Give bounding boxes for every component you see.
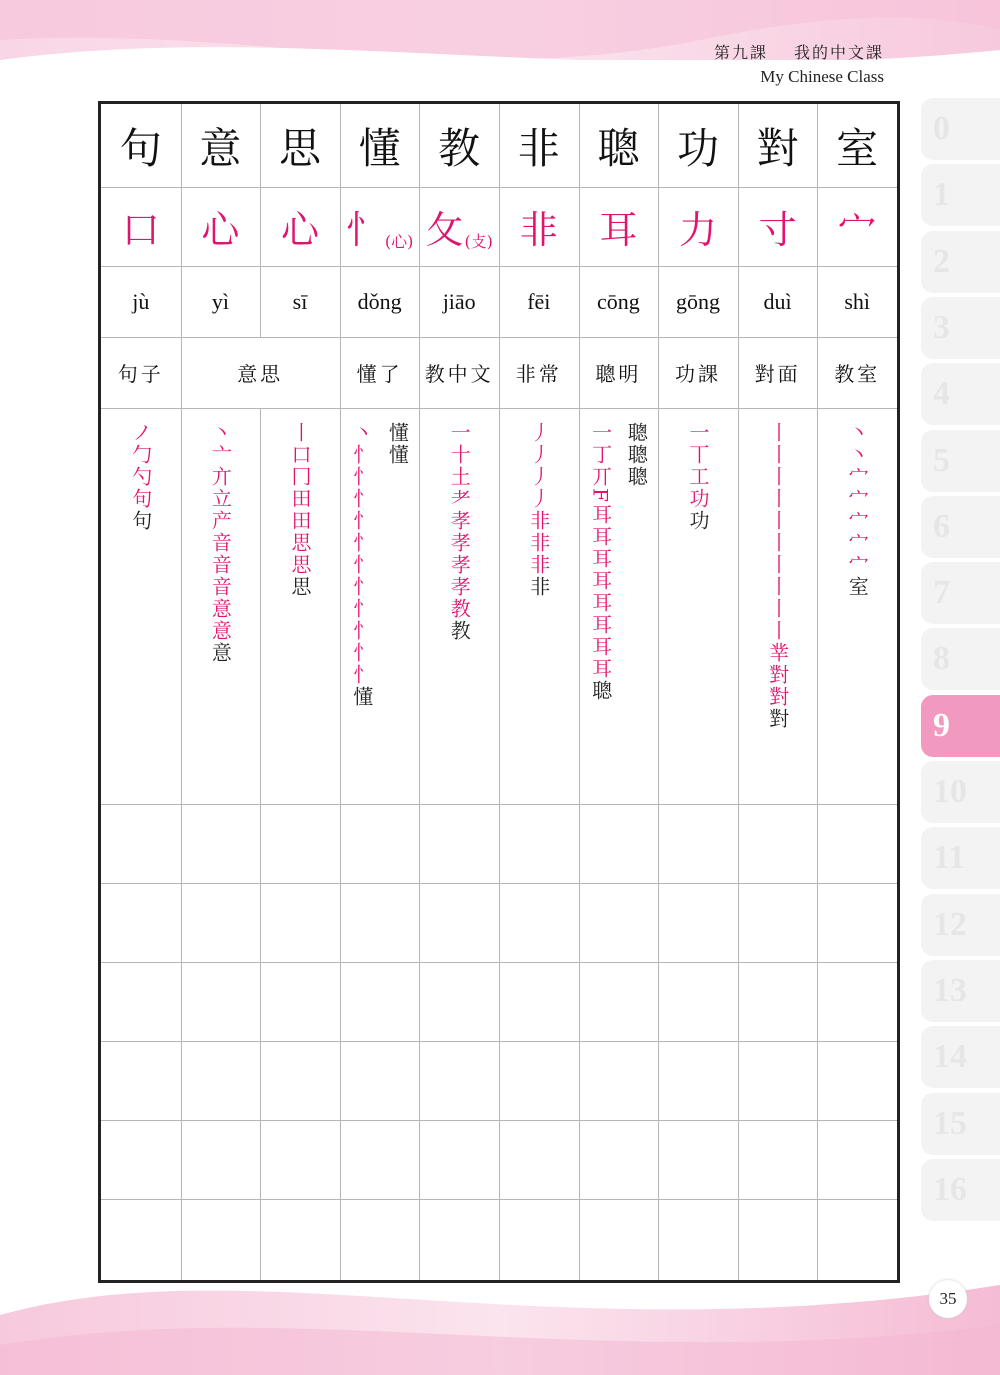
- stroke-step: 亠: [208, 444, 233, 466]
- character-cell: 室: [836, 123, 879, 173]
- stroke-step: 丁: [588, 444, 613, 466]
- stroke-step: 對: [765, 664, 790, 686]
- character-cell: 教: [438, 123, 481, 173]
- lesson-tab-2[interactable]: 2: [921, 231, 1000, 293]
- pinyin-cell: fēi: [527, 288, 551, 314]
- stroke-sequence: [385, 422, 409, 708]
- stroke-step: 聰: [624, 422, 649, 444]
- stroke-step: 宀: [845, 466, 870, 488]
- stroke-step: 耳: [588, 635, 613, 658]
- stroke-step: 音: [208, 532, 233, 554]
- grid-row-line: [101, 883, 897, 884]
- stroke-step: 室: [845, 576, 870, 598]
- stroke-step: 意: [208, 642, 233, 664]
- stroke-step: 耳: [588, 503, 613, 526]
- stroke-step: 忄: [349, 510, 374, 532]
- stroke-order: [589, 422, 649, 702]
- lesson-tab-3[interactable]: 3: [921, 297, 1000, 359]
- stroke-step: 非: [526, 554, 551, 576]
- stroke-step: 忄: [349, 554, 374, 576]
- stroke-sequence: [686, 422, 710, 532]
- stroke-order: [668, 422, 728, 532]
- stroke-step: 意: [208, 598, 233, 620]
- radical-cell: 耳: [599, 208, 638, 252]
- character-cell: 非: [517, 123, 560, 173]
- stroke-step: 功: [685, 488, 710, 510]
- grid-row-line: [101, 408, 897, 409]
- page-number: 35: [929, 1280, 967, 1318]
- stroke-sequence: [766, 422, 790, 730]
- radical-note: (攴): [464, 232, 493, 251]
- stroke-sequence: [589, 422, 613, 702]
- pinyin-cell: sī: [292, 288, 308, 314]
- stroke-sequence: [129, 422, 153, 532]
- stroke-step: 宀: [845, 532, 870, 554]
- grid-row-line: [101, 1041, 897, 1042]
- grid-row-line: [101, 1120, 897, 1121]
- stroke-step: 一: [447, 422, 472, 444]
- pinyin-cell: dǒng: [357, 288, 402, 314]
- stroke-step: 孝: [447, 554, 472, 576]
- stroke-step: 耳: [588, 547, 613, 570]
- pinyin-cell: cōng: [597, 288, 640, 314]
- stroke-order: [111, 422, 171, 532]
- stroke-step: 丶: [845, 422, 870, 444]
- stroke-step: 立: [208, 488, 233, 510]
- stroke-step: 丶: [208, 422, 233, 444]
- lesson-title-en: My Chinese Class: [760, 67, 884, 86]
- stroke-step: 耂: [447, 488, 472, 510]
- pinyin-cell: duì: [763, 288, 792, 314]
- radical-cell: 心: [280, 208, 319, 252]
- radical-cell: 忄 (心): [345, 208, 414, 252]
- word-cell: 聰明: [595, 362, 642, 386]
- stroke-step: 耳: [588, 525, 613, 548]
- stroke-step: 耳: [588, 613, 613, 636]
- stroke-step: 丨: [765, 444, 790, 466]
- stroke-step: 耳: [588, 657, 613, 680]
- stroke-step: 土: [447, 466, 472, 488]
- stroke-step: 忄: [349, 664, 374, 686]
- word-cell: 非常: [515, 362, 562, 386]
- stroke-sequence: [288, 422, 312, 598]
- stroke-step: 孝: [447, 532, 472, 554]
- stroke-step: 冂: [287, 466, 312, 488]
- stroke-step: 聰: [624, 444, 649, 466]
- lesson-number: 第九課: [713, 43, 768, 62]
- stroke-step: 非: [526, 510, 551, 532]
- stroke-step: 丵: [765, 642, 790, 664]
- stroke-step: 丌: [588, 466, 613, 488]
- page-header: [714, 40, 884, 87]
- stroke-order: [748, 422, 808, 730]
- stroke-sequence: [350, 422, 374, 708]
- stroke-sequence: [527, 422, 551, 598]
- radical-cell: 非: [519, 208, 558, 252]
- stroke-step: 忄: [349, 642, 374, 664]
- stroke-step: F: [588, 488, 613, 504]
- stroke-step: 一: [685, 422, 710, 444]
- stroke-order: [191, 422, 251, 664]
- lesson-tab-9[interactable]: 9: [921, 695, 1000, 757]
- stroke-step: 音: [208, 576, 233, 598]
- lesson-tab-15[interactable]: 15: [921, 1093, 1000, 1155]
- lesson-tab-6[interactable]: 6: [921, 496, 1000, 558]
- stroke-step: 勺: [128, 466, 153, 488]
- stroke-step: 聰: [624, 466, 649, 488]
- word-cell: 教中文: [424, 362, 494, 386]
- stroke-order: [429, 422, 489, 642]
- stroke-sequence: [447, 422, 471, 642]
- stroke-step: 孝: [447, 510, 472, 532]
- lesson-tab-0[interactable]: 0: [921, 98, 1000, 160]
- radical-cell: 心: [201, 208, 240, 252]
- radical-cell: 攵 (攴): [425, 208, 493, 252]
- stroke-step: 懂: [349, 686, 374, 708]
- stroke-step: 丿: [526, 444, 551, 466]
- stroke-step: ノ: [128, 422, 153, 444]
- character-cell: 句: [119, 123, 162, 173]
- stroke-step: 亣: [208, 466, 233, 488]
- character-cell: 思: [278, 123, 321, 173]
- character-cell: 聰: [597, 123, 640, 173]
- stroke-step: 音: [208, 554, 233, 576]
- stroke-step: 丨: [765, 554, 790, 576]
- pinyin-cell: jù: [132, 288, 150, 314]
- stroke-step: 懂: [385, 422, 410, 444]
- stroke-step: 忄: [349, 620, 374, 642]
- lesson-tab-1[interactable]: 1: [921, 164, 1000, 226]
- stroke-step: 教: [447, 620, 472, 642]
- stroke-step: 意: [208, 620, 233, 642]
- stroke-step: 产: [208, 510, 233, 532]
- stroke-step: 思: [287, 532, 312, 554]
- stroke-step: 句: [128, 510, 153, 532]
- character-cell: 功: [676, 123, 719, 173]
- lesson-tab-11[interactable]: 11: [921, 827, 1000, 889]
- word-cell-merged: 意思: [237, 362, 284, 386]
- lesson-name: 我的中文課: [793, 43, 884, 62]
- stroke-step: 丨: [287, 422, 312, 444]
- stroke-step: 丿: [526, 466, 551, 488]
- stroke-step: 思: [287, 554, 312, 576]
- stroke-step: 對: [765, 686, 790, 708]
- lesson-tab-12[interactable]: 12: [921, 894, 1000, 956]
- word-cell: 句子: [117, 362, 164, 386]
- stroke-step: 對: [765, 708, 790, 730]
- pinyin-cell: jiāo: [442, 288, 476, 314]
- word-cell: 教室: [834, 362, 881, 386]
- stroke-step: 工: [685, 466, 710, 488]
- stroke-step: 勹: [128, 444, 153, 466]
- radical-cell: 寸: [758, 208, 797, 252]
- stroke-step: 非: [526, 532, 551, 554]
- stroke-step: 丿: [526, 488, 551, 510]
- character-practice-table: [98, 101, 900, 1283]
- stroke-step: 丨: [765, 532, 790, 554]
- stroke-step: 忄: [349, 444, 374, 466]
- stroke-sequence: [208, 422, 232, 664]
- character-cell: 對: [756, 123, 799, 173]
- stroke-step: 田: [287, 510, 312, 532]
- stroke-step: 句: [128, 488, 153, 510]
- stroke-step: 耳: [588, 591, 613, 614]
- lesson-tab-16[interactable]: 16: [921, 1159, 1000, 1221]
- stroke-order: [350, 422, 410, 708]
- stroke-step: 一: [588, 422, 613, 444]
- stroke-step: 丨: [765, 576, 790, 598]
- stroke-step: 功: [685, 510, 710, 532]
- word-cell: 對面: [754, 362, 801, 386]
- stroke-sequence: [845, 422, 869, 598]
- character-cell: 懂: [358, 123, 401, 173]
- stroke-step: 田: [287, 488, 312, 510]
- stroke-step: 口: [287, 444, 312, 466]
- stroke-order: [270, 422, 330, 598]
- lesson-tab-5[interactable]: 5: [921, 430, 1000, 492]
- stroke-order: [827, 422, 887, 598]
- stroke-step: 宀: [845, 488, 870, 510]
- stroke-step: 丶: [349, 422, 374, 444]
- word-cell: 功課: [674, 362, 721, 386]
- stroke-step: 聰: [588, 679, 613, 702]
- stroke-step: 思: [287, 576, 312, 598]
- pinyin-cell: shì: [844, 288, 871, 314]
- stroke-step: 教: [447, 598, 472, 620]
- lesson-tab-8[interactable]: 8: [921, 628, 1000, 690]
- stroke-step: 丨: [765, 598, 790, 620]
- pinyin-cell: yì: [211, 288, 229, 314]
- radical-cell: 力: [678, 208, 717, 252]
- stroke-step: 丨: [765, 510, 790, 532]
- radical-cell: 宀: [838, 208, 877, 252]
- stroke-step: 非: [526, 576, 551, 598]
- pinyin-cell: gōng: [675, 288, 720, 314]
- radical-cell: 口: [121, 208, 160, 252]
- character-cell: 意: [199, 123, 242, 173]
- stroke-step: 丅: [685, 444, 710, 466]
- word-cell: 懂了: [356, 362, 403, 386]
- stroke-step: 忄: [349, 488, 374, 510]
- stroke-step: 孝: [447, 576, 472, 598]
- lesson-tab-13[interactable]: 13: [921, 960, 1000, 1022]
- stroke-step: 丨: [765, 620, 790, 642]
- lesson-tab-10[interactable]: 10: [921, 761, 1000, 823]
- stroke-step: 十: [447, 444, 472, 466]
- stroke-step: 丿: [526, 422, 551, 444]
- stroke-step: 丨: [765, 422, 790, 444]
- stroke-step: 忄: [349, 466, 374, 488]
- stroke-step: 懂: [385, 444, 410, 466]
- stroke-step: 丨: [765, 466, 790, 488]
- stroke-step: 宀: [845, 554, 870, 576]
- grid-row-line: [101, 804, 897, 805]
- stroke-order: [509, 422, 569, 598]
- lesson-tab-4[interactable]: 4: [921, 363, 1000, 425]
- stroke-step: 宀: [845, 510, 870, 532]
- stroke-step: 丶: [845, 444, 870, 466]
- grid-row-line: [101, 962, 897, 963]
- radical-note: (心): [384, 232, 414, 251]
- stroke-sequence: [624, 422, 648, 702]
- grid-row-line: [101, 1199, 897, 1200]
- lesson-title-zh: [714, 40, 884, 63]
- lesson-tab-14[interactable]: 14: [921, 1026, 1000, 1088]
- stroke-step: 忄: [349, 598, 374, 620]
- stroke-step: 忄: [349, 532, 374, 554]
- stroke-step: 忄: [349, 576, 374, 598]
- lesson-tab-7[interactable]: 7: [921, 562, 1000, 624]
- stroke-step: 耳: [588, 569, 613, 592]
- stroke-step: 丨: [765, 488, 790, 510]
